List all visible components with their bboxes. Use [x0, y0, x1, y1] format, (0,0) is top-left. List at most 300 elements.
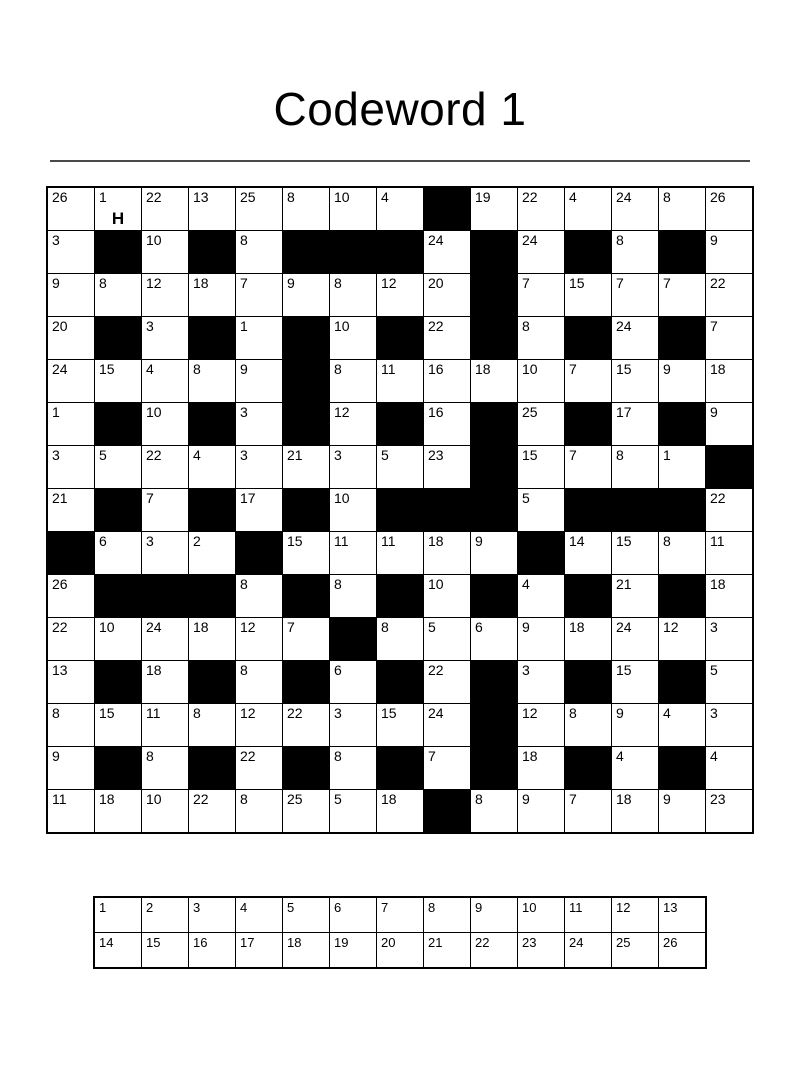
- cell-letter: H: [111, 209, 125, 228]
- key-cell[interactable]: [236, 897, 283, 933]
- grid-cell-blocked: [142, 575, 189, 618]
- grid-cell[interactable]: [518, 575, 565, 618]
- grid-cell[interactable]: [565, 618, 612, 661]
- grid-cell[interactable]: [47, 274, 95, 317]
- grid-cell[interactable]: [612, 747, 659, 790]
- grid-cell[interactable]: [283, 187, 330, 231]
- grid-cell[interactable]: [565, 187, 612, 231]
- grid-cell[interactable]: [377, 274, 424, 317]
- grid-cell[interactable]: [518, 231, 565, 274]
- grid-cell[interactable]: [424, 446, 471, 489]
- grid-cell[interactable]: [612, 661, 659, 704]
- key-cell[interactable]: [142, 897, 189, 933]
- cell-code-number: 12: [381, 275, 397, 291]
- grid-cell[interactable]: [47, 575, 95, 618]
- cell-code-number: 15: [616, 662, 632, 678]
- grid-cell[interactable]: [95, 704, 142, 747]
- cell-code-number: 1: [99, 189, 107, 205]
- cell-code-number: 11: [52, 791, 67, 807]
- key-cell[interactable]: [612, 933, 659, 969]
- cell-code-number: 18: [193, 275, 209, 291]
- grid-cell[interactable]: [518, 489, 565, 532]
- cell-code-number: 24: [522, 232, 538, 248]
- cell-code-number: 1: [663, 447, 671, 463]
- grid-cell[interactable]: [95, 618, 142, 661]
- grid-cell-blocked: [377, 489, 424, 532]
- cell-code-number: 24: [428, 232, 444, 248]
- grid-cell[interactable]: [471, 187, 518, 231]
- grid-cell[interactable]: [565, 360, 612, 403]
- grid-cell[interactable]: [518, 446, 565, 489]
- cell-code-number: 8: [287, 189, 295, 205]
- key-code-number: 3: [193, 900, 201, 915]
- grid-cell[interactable]: [189, 446, 236, 489]
- grid-cell[interactable]: [706, 489, 754, 532]
- cell-code-number: 26: [710, 189, 726, 205]
- grid-cell-blocked: [189, 231, 236, 274]
- key-cell[interactable]: [565, 897, 612, 933]
- grid-cell[interactable]: [612, 274, 659, 317]
- grid-cell[interactable]: [518, 747, 565, 790]
- key-cell[interactable]: [236, 933, 283, 969]
- cell-code-number: 24: [428, 705, 444, 721]
- grid-cell[interactable]: [518, 187, 565, 231]
- cell-code-number: 24: [616, 619, 632, 635]
- grid-cell[interactable]: [612, 446, 659, 489]
- grid-cell[interactable]: [659, 532, 706, 575]
- key-code-number: 6: [334, 900, 342, 915]
- cell-code-number: 22: [240, 748, 256, 764]
- grid-cell[interactable]: [47, 187, 95, 231]
- grid-cell[interactable]: [47, 618, 95, 661]
- grid-cell-blocked: [471, 747, 518, 790]
- grid-cell[interactable]: [236, 747, 283, 790]
- grid-cell[interactable]: [612, 403, 659, 446]
- grid-cell[interactable]: [47, 661, 95, 704]
- grid-cell[interactable]: [95, 360, 142, 403]
- grid-cell[interactable]: [612, 618, 659, 661]
- grid-cell[interactable]: [706, 790, 754, 834]
- grid-cell[interactable]: [471, 360, 518, 403]
- grid-cell[interactable]: [518, 360, 565, 403]
- grid-cell[interactable]: [377, 790, 424, 834]
- key-code-number: 18: [287, 935, 302, 950]
- grid-cell[interactable]: [95, 446, 142, 489]
- grid-cell[interactable]: [47, 747, 95, 790]
- grid-cell[interactable]: [706, 187, 754, 231]
- key-code-number: 2: [146, 900, 154, 915]
- grid-cell[interactable]: [424, 317, 471, 360]
- key-cell[interactable]: [189, 933, 236, 969]
- grid-cell[interactable]: [659, 274, 706, 317]
- grid-cell[interactable]: [659, 790, 706, 834]
- key-code-number: 13: [663, 900, 678, 915]
- grid-cell[interactable]: [706, 317, 754, 360]
- cell-code-number: 3: [146, 533, 154, 549]
- grid-cell[interactable]: [47, 790, 95, 834]
- grid-cell[interactable]: [47, 403, 95, 446]
- grid-cell[interactable]: [330, 575, 377, 618]
- page-title: Codeword 1: [273, 83, 527, 135]
- grid-cell[interactable]: [142, 231, 189, 274]
- grid-cell[interactable]: [330, 532, 377, 575]
- grid-cell-blocked: [424, 790, 471, 834]
- grid-cell[interactable]: [189, 704, 236, 747]
- grid-cell[interactable]: [518, 317, 565, 360]
- cell-code-number: 15: [522, 447, 538, 463]
- grid-cell[interactable]: [659, 446, 706, 489]
- grid-cell[interactable]: [142, 489, 189, 532]
- grid-cell[interactable]: [424, 618, 471, 661]
- cell-code-number: 5: [522, 490, 530, 506]
- grid-cell-blocked: [95, 747, 142, 790]
- grid-cell[interactable]: [236, 317, 283, 360]
- grid-cell[interactable]: [424, 231, 471, 274]
- grid-cell-blocked: [377, 661, 424, 704]
- grid-cell[interactable]: [142, 274, 189, 317]
- key-code-number: 1: [99, 900, 107, 915]
- grid-cell[interactable]: [565, 446, 612, 489]
- grid-cell[interactable]: [47, 231, 95, 274]
- key-code-number: 11: [569, 900, 583, 915]
- cell-code-number: 5: [99, 447, 107, 463]
- cell-code-number: 9: [663, 361, 671, 377]
- cell-code-number: 20: [428, 275, 444, 291]
- cell-code-number: 5: [428, 619, 436, 635]
- grid-cell[interactable]: [377, 360, 424, 403]
- grid-cell[interactable]: [283, 274, 330, 317]
- grid-cell-blocked: [471, 231, 518, 274]
- key-cell[interactable]: [612, 897, 659, 933]
- grid-cell-blocked: [706, 446, 754, 489]
- cell-code-number: 6: [475, 619, 483, 635]
- grid-cell[interactable]: [142, 790, 189, 834]
- cell-code-number: 7: [569, 791, 577, 807]
- grid-cell[interactable]: [565, 790, 612, 834]
- grid-cell[interactable]: [612, 704, 659, 747]
- key-cell[interactable]: [283, 933, 330, 969]
- grid-cell[interactable]: [612, 790, 659, 834]
- grid-cell[interactable]: [659, 704, 706, 747]
- grid-cell[interactable]: [283, 618, 330, 661]
- alphabet-key-grid[interactable]: [93, 896, 707, 969]
- grid-cell[interactable]: [142, 661, 189, 704]
- cell-code-number: 15: [381, 705, 397, 721]
- cell-code-number: 8: [522, 318, 530, 334]
- grid-cell[interactable]: [47, 446, 95, 489]
- cell-code-number: 11: [146, 705, 161, 721]
- key-cell[interactable]: [94, 897, 142, 933]
- grid-cell[interactable]: [189, 274, 236, 317]
- grid-cell[interactable]: [236, 360, 283, 403]
- key-cell[interactable]: [283, 897, 330, 933]
- key-code-number: 12: [616, 900, 631, 915]
- grid-cell-blocked: [189, 661, 236, 704]
- key-code-number: 26: [663, 935, 678, 950]
- grid-cell[interactable]: [236, 274, 283, 317]
- grid-cell-blocked: [659, 575, 706, 618]
- cell-code-number: 22: [193, 791, 209, 807]
- grid-cell[interactable]: [706, 575, 754, 618]
- grid-cell[interactable]: [47, 704, 95, 747]
- grid-cell[interactable]: [330, 747, 377, 790]
- grid-cell[interactable]: [424, 274, 471, 317]
- grid-cell[interactable]: [330, 704, 377, 747]
- grid-cell[interactable]: [330, 274, 377, 317]
- grid-cell[interactable]: [518, 704, 565, 747]
- grid-cell[interactable]: [518, 274, 565, 317]
- grid-cell[interactable]: [518, 403, 565, 446]
- grid-cell-blocked: [189, 403, 236, 446]
- grid-cell[interactable]: [377, 446, 424, 489]
- key-cell[interactable]: [659, 897, 707, 933]
- codeword-grid[interactable]: [46, 186, 754, 834]
- cell-code-number: 9: [710, 232, 718, 248]
- cell-code-number: 9: [663, 791, 671, 807]
- grid-cell-blocked: [471, 274, 518, 317]
- key-cell[interactable]: [424, 897, 471, 933]
- cell-code-number: 12: [240, 619, 256, 635]
- grid-cell-blocked: [377, 747, 424, 790]
- grid-cell[interactable]: [424, 661, 471, 704]
- grid-cell[interactable]: [659, 618, 706, 661]
- grid-cell-blocked: [95, 661, 142, 704]
- key-cell[interactable]: [659, 933, 707, 969]
- grid-cell[interactable]: [189, 790, 236, 834]
- cell-code-number: 8: [193, 361, 201, 377]
- grid-cell-blocked: [283, 360, 330, 403]
- grid-cell[interactable]: [283, 446, 330, 489]
- grid-cell-blocked: [471, 317, 518, 360]
- cell-code-number: 8: [52, 705, 60, 721]
- grid-cell[interactable]: [236, 618, 283, 661]
- grid-cell[interactable]: [659, 187, 706, 231]
- grid-cell[interactable]: [236, 446, 283, 489]
- grid-cell[interactable]: [95, 274, 142, 317]
- key-code-number: 20: [381, 935, 396, 950]
- grid-cell[interactable]: [47, 317, 95, 360]
- grid-cell[interactable]: [236, 187, 283, 231]
- grid-cell[interactable]: [330, 661, 377, 704]
- grid-cell-blocked: [659, 317, 706, 360]
- key-cell[interactable]: [565, 933, 612, 969]
- grid-cell[interactable]: [706, 704, 754, 747]
- cell-code-number: 8: [334, 361, 342, 377]
- grid-cell[interactable]: [471, 532, 518, 575]
- key-cell[interactable]: [94, 933, 142, 969]
- grid-cell[interactable]: [236, 231, 283, 274]
- grid-cell[interactable]: [47, 489, 95, 532]
- key-code-number: 10: [522, 900, 537, 915]
- grid-cell[interactable]: [330, 317, 377, 360]
- key-cell[interactable]: [424, 933, 471, 969]
- key-cell[interactable]: [189, 897, 236, 933]
- grid-cell[interactable]: [706, 532, 754, 575]
- key-cell[interactable]: [377, 933, 424, 969]
- key-cell[interactable]: [377, 897, 424, 933]
- grid-cell[interactable]: [95, 790, 142, 834]
- grid-cell[interactable]: [424, 532, 471, 575]
- grid-cell[interactable]: [330, 790, 377, 834]
- cell-code-number: 10: [146, 232, 162, 248]
- key-row: [94, 933, 706, 969]
- grid-cell[interactable]: [95, 532, 142, 575]
- cell-code-number: 9: [522, 791, 530, 807]
- cell-code-number: 8: [381, 619, 389, 635]
- grid-cell[interactable]: [424, 403, 471, 446]
- cell-code-number: 4: [616, 748, 624, 764]
- cell-code-number: 22: [287, 705, 303, 721]
- grid-cell[interactable]: [377, 704, 424, 747]
- grid-cell[interactable]: [189, 618, 236, 661]
- grid-cell[interactable]: [424, 575, 471, 618]
- grid-cell[interactable]: [236, 661, 283, 704]
- grid-cell[interactable]: [612, 231, 659, 274]
- cell-code-number: 3: [710, 619, 718, 635]
- cell-code-number: 13: [52, 662, 68, 678]
- grid-cell[interactable]: [189, 360, 236, 403]
- cell-code-number: 7: [710, 318, 718, 334]
- grid-cell[interactable]: [330, 489, 377, 532]
- grid-cell[interactable]: [706, 661, 754, 704]
- grid-cell[interactable]: [330, 403, 377, 446]
- grid-cell[interactable]: [518, 790, 565, 834]
- grid-cell[interactable]: [142, 532, 189, 575]
- cell-code-number: 10: [522, 361, 538, 377]
- grid-cell[interactable]: [236, 790, 283, 834]
- key-cell[interactable]: [471, 933, 518, 969]
- cell-code-number: 10: [334, 189, 350, 205]
- key-grid-container: [0, 896, 800, 969]
- grid-cell[interactable]: [236, 489, 283, 532]
- key-cell[interactable]: [518, 933, 565, 969]
- grid-cell[interactable]: [518, 661, 565, 704]
- grid-cell[interactable]: [47, 360, 95, 403]
- grid-cell[interactable]: [142, 704, 189, 747]
- key-cell[interactable]: [330, 897, 377, 933]
- cell-code-number: 12: [522, 705, 538, 721]
- grid-cell[interactable]: [612, 187, 659, 231]
- cell-code-number: 15: [99, 705, 115, 721]
- cell-code-number: 21: [616, 576, 632, 592]
- key-row: [94, 897, 706, 933]
- grid-cell[interactable]: [189, 187, 236, 231]
- grid-cell[interactable]: [471, 790, 518, 834]
- cell-code-number: 18: [193, 619, 209, 635]
- cell-code-number: 4: [146, 361, 154, 377]
- grid-cell[interactable]: [612, 360, 659, 403]
- key-cell[interactable]: [330, 933, 377, 969]
- grid-cell[interactable]: [518, 618, 565, 661]
- grid-cell[interactable]: [142, 403, 189, 446]
- grid-cell[interactable]: [189, 532, 236, 575]
- grid-cell[interactable]: [236, 575, 283, 618]
- grid-cell[interactable]: [706, 231, 754, 274]
- grid-cell[interactable]: [142, 446, 189, 489]
- grid-cell[interactable]: [330, 360, 377, 403]
- grid-cell[interactable]: [95, 187, 142, 231]
- grid-cell[interactable]: [424, 747, 471, 790]
- cell-code-number: 4: [710, 748, 718, 764]
- grid-cell[interactable]: [377, 532, 424, 575]
- cell-code-number: 18: [428, 533, 444, 549]
- grid-cell[interactable]: [330, 187, 377, 231]
- key-cell[interactable]: [518, 897, 565, 933]
- cell-code-number: 21: [287, 447, 303, 463]
- grid-cell-blocked: [565, 747, 612, 790]
- grid-cell[interactable]: [236, 403, 283, 446]
- grid-cell-blocked: [659, 403, 706, 446]
- grid-cell-blocked: [659, 489, 706, 532]
- grid-cell[interactable]: [283, 532, 330, 575]
- grid-cell[interactable]: [659, 360, 706, 403]
- key-code-number: 19: [334, 935, 349, 950]
- grid-cell-blocked: [95, 317, 142, 360]
- key-cell[interactable]: [142, 933, 189, 969]
- grid-cell[interactable]: [612, 575, 659, 618]
- cell-code-number: 3: [240, 404, 248, 420]
- grid-cell[interactable]: [377, 187, 424, 231]
- grid-cell[interactable]: [142, 747, 189, 790]
- cell-code-number: 22: [428, 662, 444, 678]
- grid-cell-blocked: [189, 575, 236, 618]
- grid-cell[interactable]: [706, 618, 754, 661]
- cell-code-number: 8: [334, 275, 342, 291]
- key-code-number: 8: [428, 900, 436, 915]
- grid-cell[interactable]: [706, 360, 754, 403]
- key-code-number: 16: [193, 935, 208, 950]
- grid-row: [47, 704, 753, 747]
- cell-code-number: 9: [287, 275, 295, 291]
- grid-cell[interactable]: [377, 618, 424, 661]
- grid-cell[interactable]: [142, 360, 189, 403]
- grid-cell[interactable]: [706, 403, 754, 446]
- grid-cell[interactable]: [424, 704, 471, 747]
- cell-code-number: 22: [522, 189, 538, 205]
- grid-cell[interactable]: [612, 532, 659, 575]
- grid-cell[interactable]: [565, 704, 612, 747]
- cell-code-number: 5: [381, 447, 389, 463]
- grid-cell[interactable]: [142, 187, 189, 231]
- key-cell[interactable]: [471, 897, 518, 933]
- grid-cell[interactable]: [283, 790, 330, 834]
- grid-cell[interactable]: [330, 446, 377, 489]
- grid-cell[interactable]: [565, 532, 612, 575]
- cell-code-number: 7: [287, 619, 295, 635]
- cell-code-number: 4: [663, 705, 671, 721]
- grid-cell-blocked: [283, 747, 330, 790]
- grid-cell[interactable]: [706, 747, 754, 790]
- cell-code-number: 12: [334, 404, 350, 420]
- cell-code-number: 22: [52, 619, 68, 635]
- grid-cell[interactable]: [424, 360, 471, 403]
- grid-cell[interactable]: [471, 618, 518, 661]
- grid-cell[interactable]: [142, 618, 189, 661]
- cell-code-number: 15: [569, 275, 585, 291]
- grid-row: [47, 187, 753, 231]
- grid-cell[interactable]: [706, 274, 754, 317]
- cell-code-number: 15: [287, 533, 303, 549]
- cell-code-number: 3: [240, 447, 248, 463]
- cell-code-number: 3: [710, 705, 718, 721]
- grid-cell[interactable]: [565, 274, 612, 317]
- grid-row: [47, 446, 753, 489]
- grid-cell[interactable]: [236, 704, 283, 747]
- grid-cell[interactable]: [612, 317, 659, 360]
- grid-cell[interactable]: [142, 317, 189, 360]
- cell-code-number: 11: [381, 533, 396, 549]
- grid-cell[interactable]: [283, 704, 330, 747]
